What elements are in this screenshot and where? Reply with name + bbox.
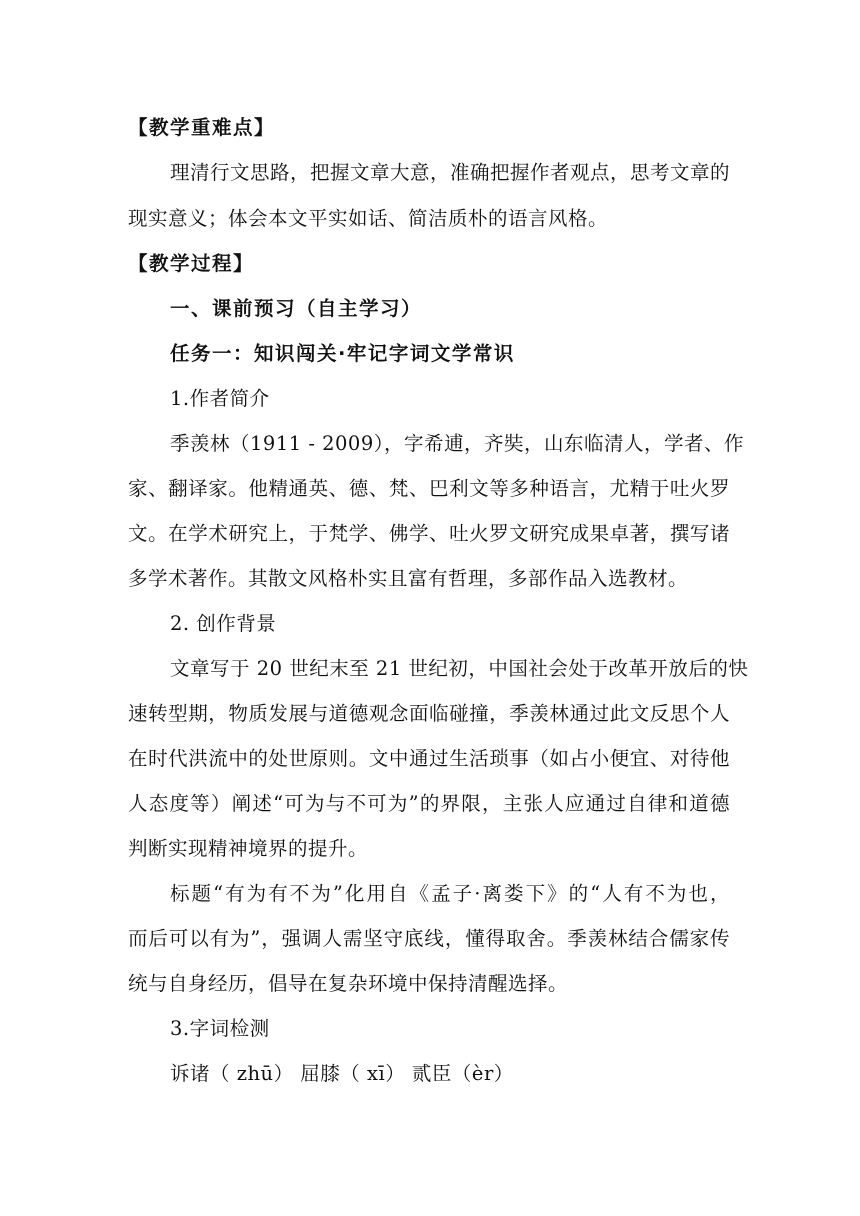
background-title: 2. 创作背景 <box>170 612 277 635</box>
background-p1-line-1: 文章写于 20 世纪末至 21 世纪初，中国社会处于改革开放后的快 <box>170 657 749 680</box>
section-1-title: 一、课前预习（自主学习） <box>170 297 423 320</box>
background-p2-line-3: 统与自身经历，倡导在复杂环境中保持清醒选择。 <box>128 972 569 995</box>
background-p1-line-4: 人态度等）阐述“可为与不可为”的界限，主张人应通过自律和道德 <box>128 792 730 815</box>
teaching-difficulty-heading: 【教学重难点】 <box>128 116 276 139</box>
difficulty-line-1: 理清行文思路，把握文章大意，准确把握作者观点，思考文章的 <box>170 161 731 184</box>
author-line-1: 季羡林（1911 - 2009），字希逋，齐奘，山东临清人，学者、作 <box>170 432 744 455</box>
task-1-title: 任务一：知识闯关·牢记字词文学常识 <box>170 342 515 365</box>
author-line-4: 多学术著作。其散文风格朴实且富有哲理，多部作品入选教材。 <box>128 567 689 590</box>
background-p2-line-2: 而后可以有为”，强调人需坚守底线，懂得取舍。季羡林结合儒家传 <box>128 927 730 950</box>
author-line-3: 文。在学术研究上，于梵学、佛学、吐火罗文研究成果卓著，撰写诸 <box>128 522 730 545</box>
author-line-2: 家、翻译家。他精通英、德、梵、巴利文等多种语言，尤精于吐火罗 <box>128 477 730 500</box>
background-p1-line-5: 判断实现精神境界的提升。 <box>128 837 369 860</box>
background-p1-line-3: 在时代洪流中的处世原则。文中通过生活琐事（如占小便宜、对待他 <box>128 747 730 770</box>
word-test-title: 3.字词检测 <box>170 1017 270 1040</box>
word-test-line: 诉诸（ zhū） 屈膝（ xī） 贰臣（èr） <box>170 1062 514 1085</box>
background-p1-line-2: 速转型期，物质发展与道德观念面临碰撞，季羡林通过此文反思个人 <box>128 702 730 725</box>
teaching-process-heading: 【教学过程】 <box>128 252 255 275</box>
difficulty-line-2: 现实意义；体会本文平实如话、简洁质朴的语言风格。 <box>128 207 609 230</box>
background-p2-line-1: 标题“有为有不为”化用自《孟子·离娄下》的“人有不为也， <box>170 882 730 905</box>
author-intro-title: 1.作者简介 <box>170 387 270 410</box>
